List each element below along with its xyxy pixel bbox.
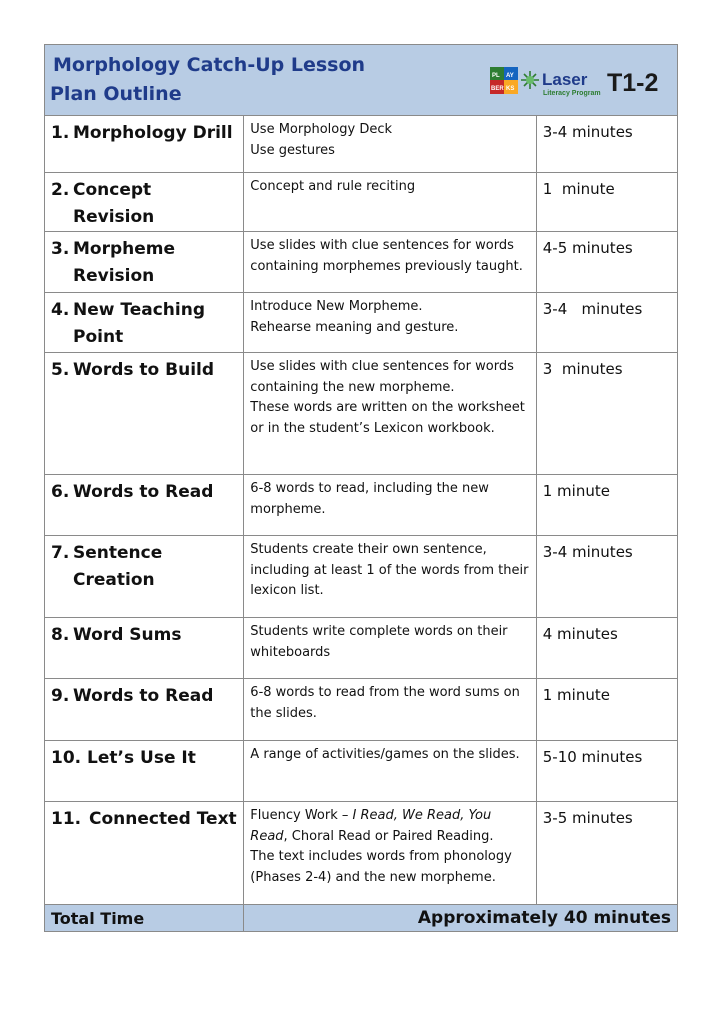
step-number: 10. bbox=[51, 748, 82, 768]
total-value: Approximately 40 minutes bbox=[244, 905, 678, 932]
description-cell bbox=[244, 232, 535, 277]
title-line-2: Plan Outline bbox=[50, 83, 182, 105]
description-line: Students create their own sentence, including at least 1 of the words from their lexicon list. bbox=[250, 542, 529, 598]
svg-text:PL: PL bbox=[492, 73, 500, 79]
table-row bbox=[45, 116, 678, 173]
description-cell bbox=[244, 802, 535, 888]
step-title: Sentence Creation bbox=[73, 543, 163, 590]
step-cell bbox=[45, 536, 243, 594]
svg-text:Literacy Program: Literacy Program bbox=[543, 90, 601, 97]
step-cell bbox=[45, 293, 243, 351]
time-cell: 1 minute bbox=[542, 482, 610, 500]
lesson-plan-table bbox=[44, 44, 678, 932]
step-title: Concept Revision bbox=[73, 180, 155, 227]
description-line: These words are written on the worksheet or in the student’s Lexicon workbook. bbox=[250, 400, 525, 436]
step-title: Morphology Drill bbox=[73, 123, 233, 143]
description-cell bbox=[244, 173, 535, 198]
step-cell bbox=[45, 232, 243, 290]
description-cell bbox=[244, 475, 535, 520]
description-line: A range of activities/games on the slides. bbox=[250, 747, 520, 762]
time-cell: 1 minute bbox=[542, 686, 610, 704]
step-number: 11. bbox=[51, 809, 82, 829]
step-title: New Teaching Point bbox=[73, 300, 205, 347]
description-text: , Choral Read or Paired Reading. bbox=[283, 828, 494, 844]
step-number: 1. bbox=[51, 123, 70, 143]
description-cell bbox=[244, 293, 535, 338]
description-cell bbox=[244, 353, 535, 439]
description-line: Use slides with clue sentences for words containing morphemes previously taught. bbox=[250, 238, 523, 274]
step-number: 8. bbox=[51, 625, 70, 645]
description-line: Students write complete words on their whiteboards bbox=[250, 624, 508, 660]
description-line: Rehearse meaning and gesture. bbox=[250, 319, 459, 335]
description-line: Use slides with clue sentences for words containing the new morpheme. bbox=[250, 359, 514, 395]
total-row bbox=[45, 905, 678, 932]
svg-text:KS: KS bbox=[506, 86, 515, 92]
table-row bbox=[45, 802, 678, 905]
title-line-1: Morphology Catch-Up Lesson bbox=[53, 54, 366, 76]
table-row bbox=[45, 353, 678, 475]
time-cell: 1 minute bbox=[542, 180, 615, 198]
description-italic-text: I Read, We Read, You Read bbox=[250, 808, 492, 844]
step-title: Words to Build bbox=[73, 360, 215, 380]
table-row bbox=[45, 618, 678, 679]
time-cell: 3-4 minutes bbox=[542, 123, 633, 141]
time-cell: 3-5 minutes bbox=[542, 809, 633, 827]
step-cell bbox=[45, 475, 243, 506]
time-cell: 5-10 minutes bbox=[542, 748, 643, 766]
table-row bbox=[45, 679, 678, 741]
table-row bbox=[45, 232, 678, 293]
svg-text:BER: BER bbox=[491, 86, 504, 92]
description-cell bbox=[244, 618, 535, 663]
step-number: 4. bbox=[51, 300, 70, 320]
table-row bbox=[45, 173, 678, 232]
description-text: Fluency Work – bbox=[250, 808, 353, 823]
description-line: Concept and rule reciting bbox=[250, 179, 416, 194]
description-line: Use gestures bbox=[250, 142, 335, 158]
svg-text:T1-2: T1-2 bbox=[607, 69, 659, 97]
time-cell: 3-4 minutes bbox=[542, 300, 643, 318]
step-cell bbox=[45, 741, 243, 772]
lesson-plan-sheet bbox=[44, 44, 678, 932]
step-title: Let’s Use It bbox=[87, 748, 196, 768]
step-cell bbox=[45, 679, 243, 710]
description-cell bbox=[244, 679, 535, 724]
step-number: 5. bbox=[51, 360, 70, 380]
description-line: The text includes words from phonology (Phases 2-4) and the new morpheme. bbox=[250, 849, 512, 885]
description-cell bbox=[244, 116, 535, 161]
time-cell: 3-4 minutes bbox=[542, 543, 633, 561]
step-cell bbox=[45, 173, 243, 231]
step-title: Morpheme Revision bbox=[73, 239, 176, 286]
page-title bbox=[50, 51, 366, 109]
header-band bbox=[45, 45, 678, 116]
step-number: 7. bbox=[51, 543, 70, 563]
description-line: 6-8 words to read from the word sums on the slides. bbox=[250, 685, 520, 721]
step-cell bbox=[45, 618, 243, 649]
step-number: 9. bbox=[51, 686, 70, 706]
step-title: Words to Read bbox=[73, 482, 214, 502]
svg-text:Laser: Laser bbox=[542, 70, 588, 89]
table-row bbox=[45, 741, 678, 802]
step-number: 6. bbox=[51, 482, 70, 502]
svg-text:AY: AY bbox=[506, 73, 514, 79]
table-row bbox=[45, 293, 678, 353]
step-title: Connected Text bbox=[89, 809, 237, 829]
description-line: Use Morphology Deck bbox=[250, 122, 393, 137]
step-number: 2. bbox=[51, 180, 70, 200]
description-cell bbox=[244, 536, 535, 602]
step-cell bbox=[45, 116, 243, 147]
description-line bbox=[250, 806, 529, 847]
description-line: Introduce New Morpheme. bbox=[250, 299, 423, 314]
step-title: Word Sums bbox=[73, 625, 182, 645]
description-cell bbox=[244, 741, 535, 766]
table-row bbox=[45, 536, 678, 618]
step-title: Words to Read bbox=[73, 686, 214, 706]
time-cell: 4 minutes bbox=[542, 625, 618, 643]
laser-logo-icon bbox=[490, 65, 665, 99]
description-line: 6-8 words to read, including the new morpheme. bbox=[250, 481, 489, 517]
step-cell bbox=[45, 802, 243, 833]
table-row bbox=[45, 475, 678, 536]
step-number: 3. bbox=[51, 239, 70, 259]
time-cell: 4-5 minutes bbox=[542, 239, 633, 257]
step-cell bbox=[45, 353, 243, 384]
total-label: Total Time bbox=[45, 905, 244, 932]
time-cell: 3 minutes bbox=[542, 360, 623, 378]
